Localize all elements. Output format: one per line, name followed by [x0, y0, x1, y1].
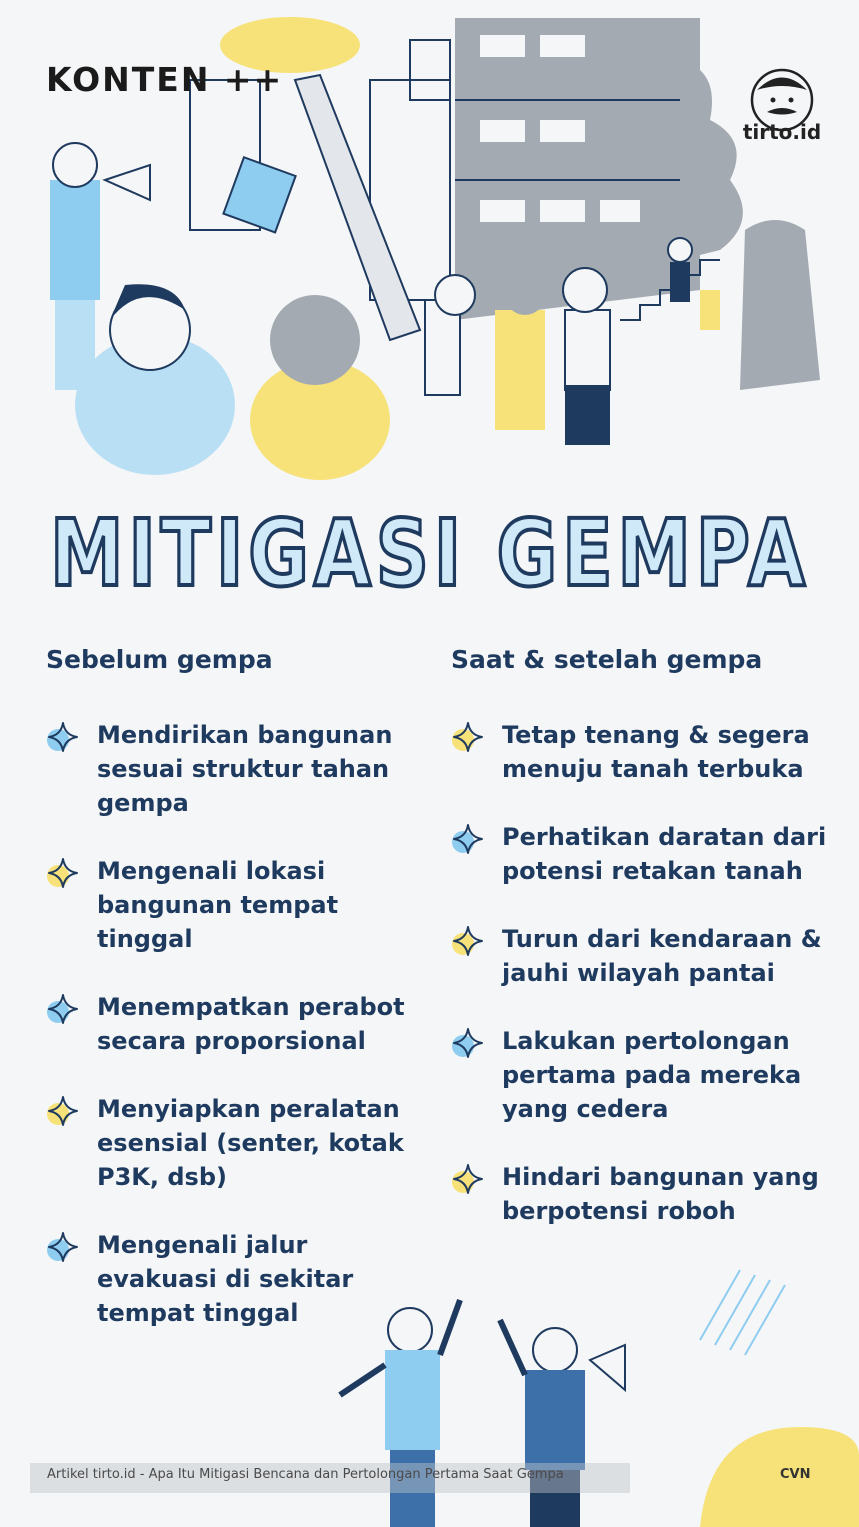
after-list-item: [451, 1024, 831, 1126]
sparkle-icon: [46, 992, 80, 1026]
brand-label: KONTEN ++: [46, 60, 284, 99]
list-item-text: Menempatkan perabot secara proporsional: [97, 993, 405, 1055]
before-list: [46, 718, 426, 1330]
list-item-text: Lakukan pertolongan pertama pada mereka yang cedera: [502, 1027, 802, 1123]
sparkle-icon: [46, 1094, 80, 1128]
after-list: [451, 718, 831, 1228]
after-list-item: [451, 922, 831, 990]
main-title-text: MITIGASI GEMPA: [50, 500, 810, 607]
main-title: [30, 500, 830, 610]
after-list-item: [451, 820, 831, 888]
list-item-text: Mengenali jalur evakuasi di sekitar tempat tinggal: [97, 1231, 354, 1327]
before-list-item: [46, 854, 426, 956]
sparkle-icon: [46, 720, 80, 754]
before-list-item: [46, 990, 426, 1058]
sparkle-icon: [451, 1026, 485, 1060]
sparkle-icon: [451, 1162, 485, 1196]
before-heading: Sebelum gempa: [46, 645, 273, 674]
footer-credit: CVN: [780, 1467, 811, 1482]
before-list-item: [46, 718, 426, 820]
list-item-text: Menyiapkan peralatan esensial (senter, kotak P3K, dsb): [97, 1095, 404, 1191]
after-heading: Saat & setelah gempa: [451, 645, 763, 674]
footer-source: Artikel tirto.id - Apa Itu Mitigasi Bencana dan Pertolongan Pertama Saat Gempa: [47, 1467, 564, 1482]
list-item-text: Hindari bangunan yang berpotensi roboh: [502, 1163, 819, 1225]
sparkle-icon: [451, 822, 485, 856]
list-item-text: Mendirikan bangunan sesuai struktur tahan gempa: [97, 721, 393, 817]
before-list-item: [46, 1092, 426, 1194]
list-item-text: Turun dari kendaraan & jauhi wilayah pantai: [502, 925, 822, 987]
sparkle-icon: [451, 924, 485, 958]
list-item-text: Tetap tenang & segera menuju tanah terbuka: [502, 721, 810, 783]
after-list-item: [451, 1160, 831, 1228]
list-item-text: Perhatikan daratan dari potensi retakan tanah: [502, 823, 827, 885]
logo-text: tirto.id: [742, 120, 822, 144]
list-item-text: Mengenali lokasi bangunan tempat tinggal: [97, 857, 339, 953]
sparkle-icon: [46, 1230, 80, 1264]
sparkle-icon: [46, 856, 80, 890]
after-list-item: [451, 718, 831, 786]
after-earthquake-column: [451, 640, 831, 1262]
sparkle-icon: [451, 720, 485, 754]
